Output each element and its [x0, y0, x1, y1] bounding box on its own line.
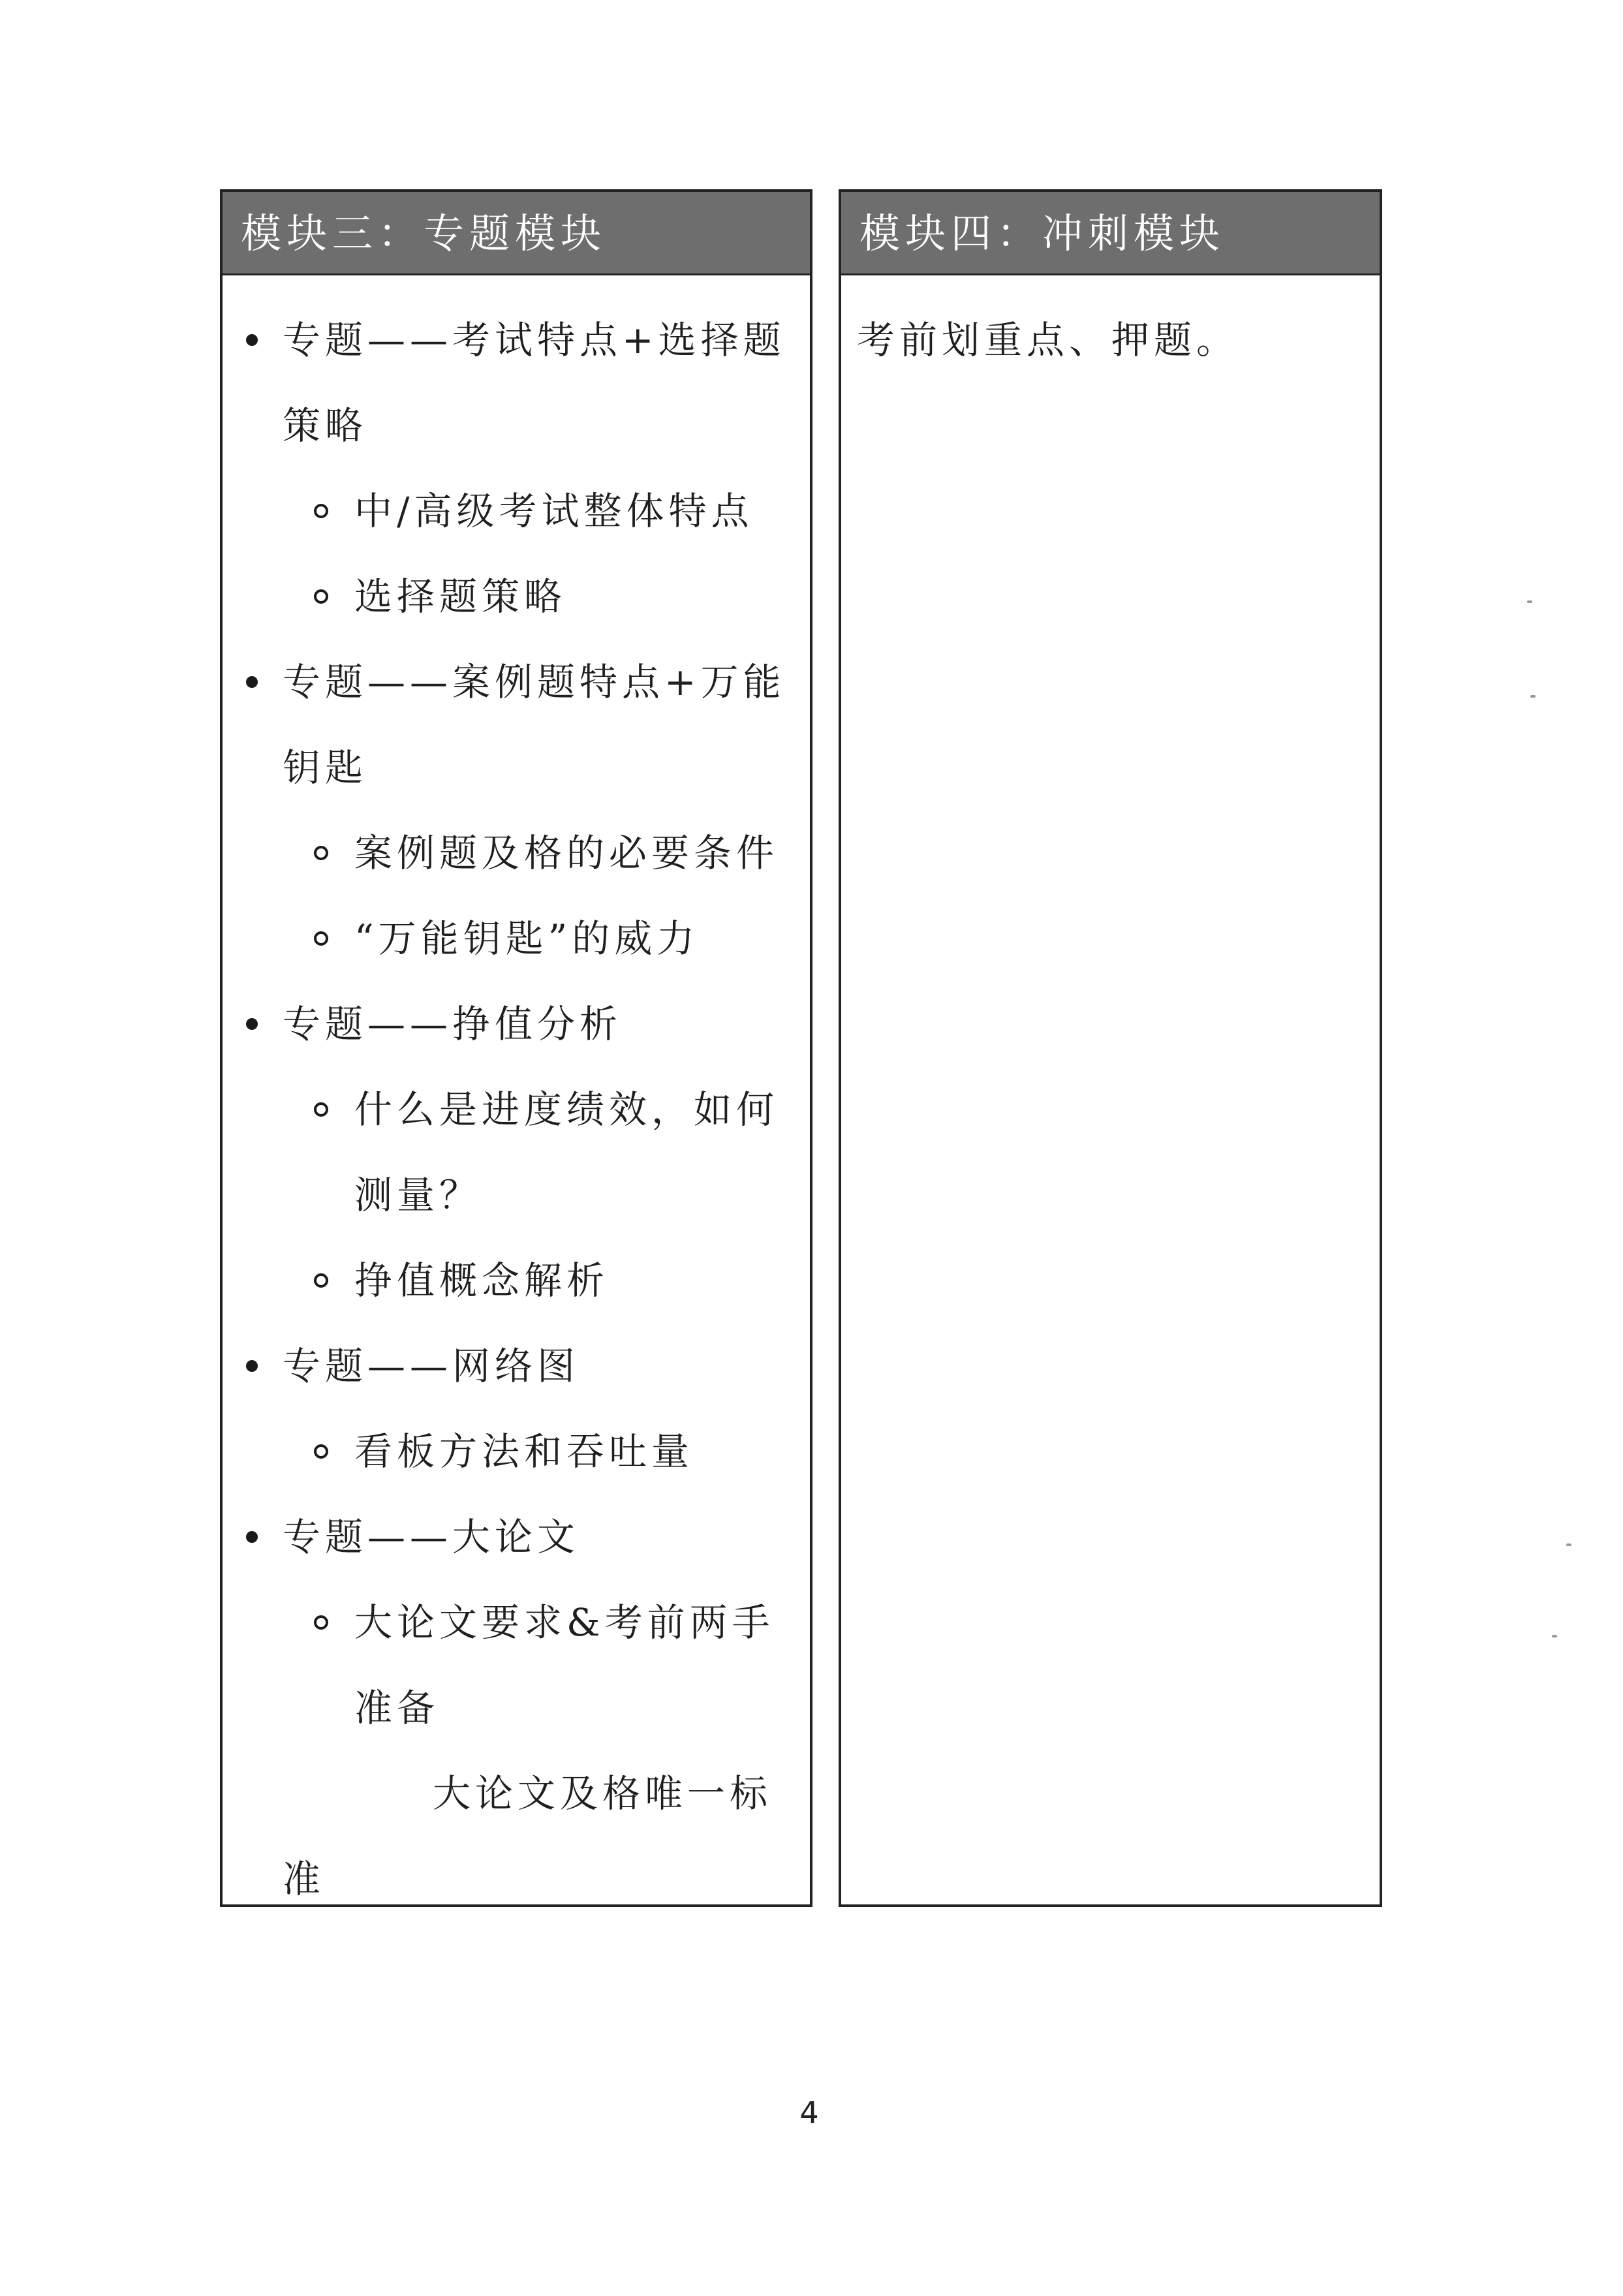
topic-2-sub-1: 案例题及格的必要条件	[354, 831, 779, 875]
scan-speck	[1566, 1544, 1571, 1546]
topic-3-sub-2: 挣值概念解析	[354, 1258, 610, 1303]
bullet-dot	[246, 334, 258, 346]
topic-1-sub-1: 中/高级考试整体特点	[354, 489, 754, 533]
topic-2-sub-2: “万能钥匙”的威力	[354, 916, 700, 961]
topic-4-title: 专题——网络图	[283, 1344, 580, 1388]
topic-2-title: 专题——案例题特点+万能	[283, 660, 786, 704]
module-four-header: 模块四：冲刺模块	[841, 192, 1380, 275]
sub-bullet-circle	[314, 589, 328, 604]
bullet-dot	[246, 1018, 258, 1030]
topic-5-title: 专题——大论文	[283, 1515, 580, 1559]
module-three-panel	[220, 189, 812, 1907]
topic-3-sub-1: 什么是进度绩效，如何	[354, 1087, 779, 1132]
sub-bullet-circle	[314, 846, 328, 860]
module-four-panel	[839, 189, 1382, 1907]
sub-bullet-circle	[314, 504, 328, 518]
topic-1-title: 专题——考试特点+选择题	[283, 318, 786, 362]
bullet-dot	[246, 676, 258, 688]
module-four-description: 考前划重点、押题。	[857, 318, 1239, 362]
sub-bullet-circle	[314, 1102, 328, 1117]
module-three-header: 模块三：专题模块	[223, 192, 810, 275]
trailing-text: 大论文及格唯一标	[433, 1771, 773, 1816]
scan-speck	[1527, 600, 1532, 603]
scan-speck	[1530, 695, 1536, 698]
topic-3-sub-1-cont: 测量？	[354, 1173, 482, 1217]
topic-3-title: 专题——挣值分析	[283, 1002, 623, 1046]
sub-bullet-circle	[314, 1444, 328, 1459]
topic-1-sub-2: 选择题策略	[354, 574, 567, 619]
sub-bullet-circle	[314, 1615, 328, 1630]
topic-2-title-cont: 钥匙	[283, 745, 368, 790]
bullet-dot	[246, 1360, 258, 1372]
sub-bullet-circle	[314, 931, 328, 946]
page-number: 4	[799, 2095, 819, 2130]
topic-5-sub-1: 大论文要求&考前两手	[354, 1600, 775, 1645]
topic-4-sub-1: 看板方法和吞吐量	[354, 1429, 694, 1474]
sub-bullet-circle	[314, 1273, 328, 1288]
topic-5-sub-1-cont: 准备	[354, 1686, 440, 1730]
bullet-dot	[246, 1531, 258, 1543]
scan-speck	[1552, 1635, 1557, 1637]
trailing-text-cont: 准	[283, 1857, 326, 1901]
topic-1-title-cont: 策略	[283, 403, 368, 448]
